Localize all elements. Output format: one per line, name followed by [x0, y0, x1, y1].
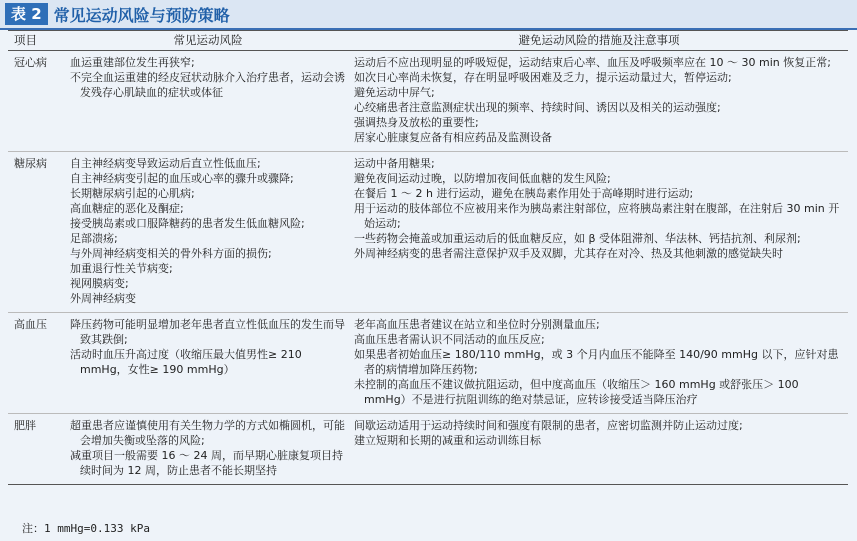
measure-item: 避免夜间运动过晚，以防增加夜间低血糖的发生风险; [354, 172, 611, 185]
table-row [8, 414, 848, 485]
row-category: 冠心病 [8, 51, 66, 152]
table-row [8, 152, 848, 313]
measures-cell [350, 313, 848, 414]
measure-item: 未控制的高血压不建议做抗阻运动，但中度高血压（收缩压＞ 160 mmHg 或舒张压＞ 100 mmHg）不是进行抗阻训练的绝对禁忌证，应转诊接受适当降压治疗 [354, 378, 799, 406]
row-category: 肥胖 [8, 414, 66, 485]
measure-item: 高血压患者需认识不同活动的血压反应; [354, 333, 545, 346]
risk-item: 自主神经病变引起的血压或心率的骤升或骤降; [70, 172, 294, 185]
risk-item: 与外周神经病变相关的骨外科方面的损伤; [70, 247, 272, 260]
measure-item: 外周神经病变的患者需注意保护双手及双脚，尤其存在对冷、热及其他刺激的感觉缺失时 [354, 247, 783, 260]
risk-item: 降压药物可能明显增加老年患者直立性低血压的发生而导致其跌倒; [70, 318, 345, 346]
measure-item: 避免运动中屏气; [354, 86, 435, 99]
table-footnote: 注：1 mmHg=0.133 kPa [22, 522, 150, 535]
risk-cell [66, 152, 350, 313]
risk-cell [66, 313, 350, 414]
header-item: 项目 [8, 31, 66, 51]
measure-item: 居家心脏康复应备有相应药品及监测设备 [354, 131, 552, 144]
header-measures: 避免运动风险的措施及注意事项 [350, 31, 848, 51]
measure-item: 运动中备用糖果; [354, 157, 435, 170]
measure-item: 用于运动的肢体部位不应被用来作为胰岛素注射部位，应将胰岛素注射在腹部，在注射后 30 min 开始运动; [354, 202, 840, 230]
risk-item: 接受胰岛素或口服降糖药的患者发生低血糖风险; [70, 217, 305, 230]
risk-table [8, 30, 848, 485]
measure-item: 在餐后 1 ～ 2 h 进行运动，避免在胰岛素作用处于高峰期时进行运动; [354, 187, 694, 200]
risk-item: 减重项目一般需要 16 ～ 24 周，而早期心脏康复项目持续时间为 12 周，防止患者不能长期坚持 [70, 449, 343, 477]
risk-item: 超重患者应谨慎使用有关生物力学的方式如椭圆机，可能会增加失衡或坠落的风险; [70, 419, 345, 447]
risk-item: 不完全血运重建的经皮冠状动脉介入治疗患者，运动会诱发残存心肌缺血的症状或体征 [70, 71, 345, 99]
measure-item: 如次日心率尚未恢复，存在明显呼吸困难及乏力，提示运动量过大，暂停运动; [354, 71, 732, 84]
table-title-bar [0, 0, 857, 30]
risk-item: 高血糖症的恶化及酮症; [70, 202, 184, 215]
measure-item: 强调热身及放松的重要性; [354, 116, 479, 129]
table-title: 常见运动风险与预防策略 [53, 5, 230, 25]
risk-item: 血运重建部位发生再狭窄; [70, 56, 195, 69]
measure-item: 建立短期和长期的减重和运动训练目标 [354, 434, 541, 447]
table-row [8, 51, 848, 152]
measures-cell [350, 51, 848, 152]
header-risk: 常见运动风险 [66, 31, 350, 51]
measure-item: 运动后不应出现明显的呼吸短促，运动结束后心率、血压及呼吸频率应在 10 ～ 30 min 恢复正常; [354, 56, 831, 69]
row-category: 高血压 [8, 313, 66, 414]
risk-item: 外周神经病变 [70, 292, 136, 305]
row-category: 糖尿病 [8, 152, 66, 313]
table-row [8, 313, 848, 414]
measure-item: 间歇运动适用于运动持续时间和强度有限制的患者，应密切监测并防止运动过度; [354, 419, 743, 432]
risk-item: 足部溃疡; [70, 232, 118, 245]
measures-cell [350, 152, 848, 313]
measures-cell [350, 414, 848, 485]
measure-item: 如果患者初始血压≥ 180/110 mmHg，或 3 个月内血压不能降至 140/90 mmHg 以下，应针对患者的病情增加降压药物; [354, 348, 839, 376]
risk-item: 自主神经病变导致运动后直立性低血压; [70, 157, 261, 170]
risk-cell [66, 414, 350, 485]
measure-item: 一些药物会掩盖或加重运动后的低血糖反应，如 β 受体阻滞剂、华法林、钙拮抗剂、利尿剂; [354, 232, 801, 245]
measure-item: 心绞痛患者注意监测症状出现的频率、持续时间、诱因以及相关的运动强度; [354, 101, 721, 114]
measure-item: 老年高血压患者建议在站立和坐位时分别测量血压; [354, 318, 600, 331]
risk-item: 加重退行性关节病变; [70, 262, 173, 275]
table-number: 表 2 [5, 3, 48, 25]
risk-item: 长期糖尿病引起的心肌病; [70, 187, 195, 200]
risk-item: 视网膜病变; [70, 277, 129, 290]
risk-cell [66, 51, 350, 152]
risk-item: 活动时血压升高过度（收缩压最大值男性≥ 210 mmHg，女性≥ 190 mmHg） [70, 348, 302, 376]
